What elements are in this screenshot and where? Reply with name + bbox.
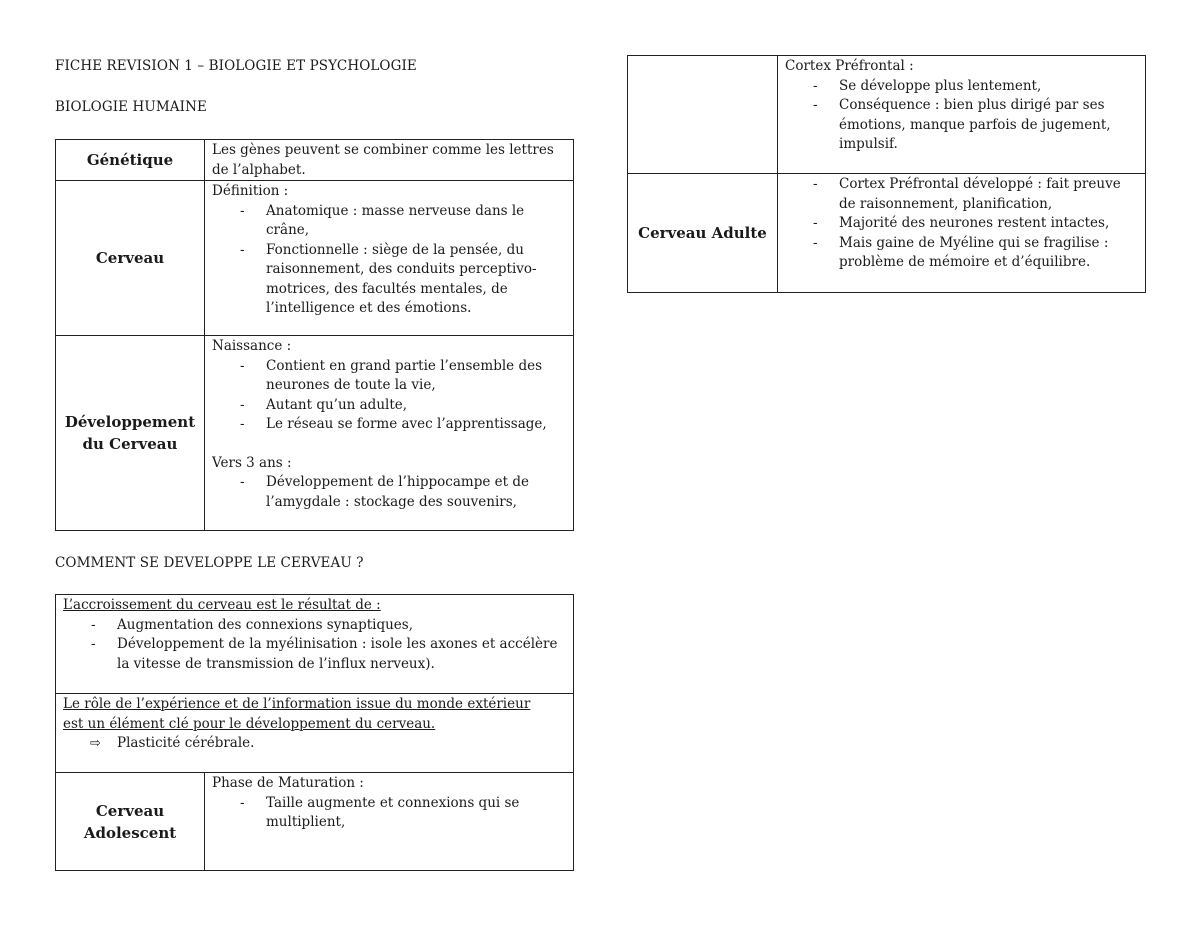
list-item: - Développement de la myélinisation : isole les axones et accélère la vitesse de transmission de l’influx nerveux). [117, 635, 566, 674]
row-accroissement [56, 595, 574, 694]
cell-prefrontal-empty [628, 56, 778, 174]
list-item: - Mais gaine de Myéline qui se fragilise : problème de mémoire et d’équilibre. [839, 234, 1138, 273]
cell-genetique-text: Les gènes peuvent se combiner comme les lettres de l’alphabet. [205, 140, 574, 181]
list-item: - Augmentation des connexions synaptiques, [117, 616, 566, 636]
cerveau-list [212, 202, 566, 319]
prefrontal-intro: Cortex Préfrontal : [785, 58, 914, 74]
adulte-list [785, 175, 1138, 273]
label-adolescent: Cerveau Adolescent [56, 773, 205, 871]
row-genetique [56, 140, 574, 181]
label-developpement: Développement du Cerveau [56, 336, 205, 531]
row-experience [56, 694, 574, 773]
list-item: - Autant qu’un adulte, [266, 396, 566, 416]
table-biologie-humaine [55, 139, 574, 531]
list-item: - Le réseau se forme avec l’apprentissage, [266, 415, 566, 435]
list-item: - Fonctionnelle : siège de la pensée, du raisonnement, des conduits perceptivo-motrices, des facultés mentales, de l’intelligence et des émotions. [266, 241, 566, 319]
list-item: - Conséquence : bien plus dirigé par ses émotions, manque parfois de jugement, impulsif. [839, 96, 1138, 155]
label-adulte: Cerveau Adulte [628, 174, 778, 293]
section-heading-biologie: BIOLOGIE HUMAINE [55, 99, 207, 115]
table-developpement-cerveau [55, 594, 574, 871]
cell-adolescent [205, 773, 574, 871]
row-adolescent [56, 773, 574, 871]
row-prefrontal [628, 56, 1146, 174]
prefrontal-list [785, 77, 1138, 155]
cell-cerveau [205, 181, 574, 336]
adolescent-intro: Phase de Maturation : [212, 775, 364, 791]
list-item: - Majorité des neurones restent intactes, [839, 214, 1138, 234]
list-item: - Se développe plus lentement, [839, 77, 1138, 97]
section-heading-developpement: COMMENT SE DEVELOPPE LE CERVEAU ? [55, 555, 364, 571]
naissance-list [212, 357, 566, 435]
list-item: - Cortex Préfrontal développé : fait preuve de raisonnement, planification, [839, 175, 1138, 214]
developpement-intro-3ans: Vers 3 ans : [212, 454, 292, 471]
table-cortex-adulte [627, 55, 1146, 293]
cell-adulte [778, 174, 1146, 293]
document-title: FICHE REVISION 1 – BIOLOGIE ET PSYCHOLOGIE [55, 58, 417, 74]
spacer [212, 435, 566, 454]
list-item: - Développement de l’hippocampe et de l’amygdale : stockage des souvenirs, [266, 473, 566, 512]
cerveau-intro: Définition : [212, 183, 289, 199]
list-item: ⇨ Plasticité cérébrale. [117, 734, 566, 754]
experience-title: Le rôle de l’expérience et de l’information issue du monde extérieur est un élément clé pour le développement du cerveau. [63, 696, 531, 732]
cell-accroissement [56, 595, 574, 694]
accroissement-title: L’accroissement du cerveau est le résultat de : [63, 597, 381, 613]
cell-experience [56, 694, 574, 773]
developpement-intro-naissance: Naissance : [212, 338, 292, 354]
experience-list [63, 734, 566, 754]
accroissement-list [63, 616, 566, 675]
row-developpement [56, 336, 574, 531]
row-cerveau [56, 181, 574, 336]
label-cerveau: Cerveau [56, 181, 205, 336]
cell-prefrontal [778, 56, 1146, 174]
cell-developpement [205, 336, 574, 531]
list-item: - Contient en grand partie l’ensemble des neurones de toute la vie, [266, 357, 566, 396]
label-genetique: Génétique [56, 140, 205, 181]
row-adulte [628, 174, 1146, 293]
list-item: - Anatomique : masse nerveuse dans le crâne, [266, 202, 566, 241]
trois-ans-list [212, 473, 566, 512]
list-item: - Taille augmente et connexions qui se multiplient, [266, 794, 566, 833]
adolescent-list [212, 794, 566, 833]
